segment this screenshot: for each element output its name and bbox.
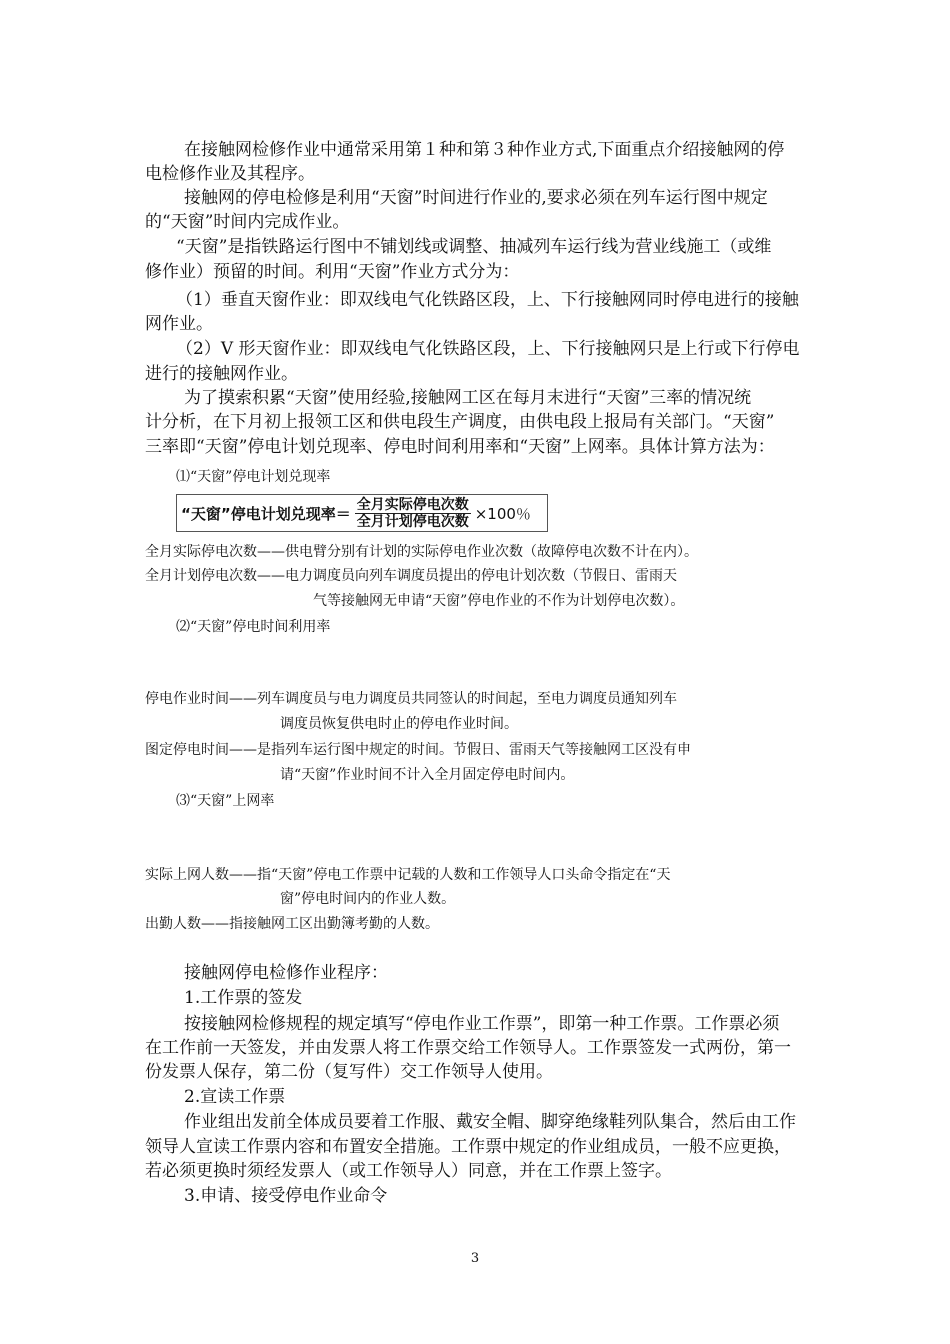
step1-line3: 份发票人保存，第二份（复写件）交工作领导人使用。 xyxy=(145,1062,553,1082)
procedure-title: 接触网停电检修作业程序： xyxy=(184,963,388,983)
para-v-window-line1: （2）V 形天窗作业：即双线电气化铁路区段，上、下行接触网只是上行或下行停电 xyxy=(176,339,800,359)
para-vertical-window-line1: （1）垂直天窗作业：即双线电气化铁路区段，上、下行接触网同时停电进行的接触 xyxy=(176,290,799,310)
para-definition-line1: “天窗”是指铁路运行图中不铺划线或调整、抽减列车运行线为营业线施工（或维 xyxy=(176,237,772,257)
para-v-window-line2: 进行的接触网作业。 xyxy=(145,364,298,384)
step2-line3: 若必须更换时须经发票人（或工作领导人）同意，并在工作票上签字。 xyxy=(145,1161,672,1181)
rate3-def-actual-line2: 窗”停电时间内的作业人数。 xyxy=(280,891,456,907)
step2-line1: 作业组出发前全体成员要着工作服、戴安全帽、脚穿绝缘鞋列队集合，然后由工作 xyxy=(184,1112,796,1132)
rate2-def-work-time-line2: 调度员恢复供电时止的停电作业时间。 xyxy=(280,716,518,732)
formula-fraction xyxy=(355,497,471,530)
rate1-def-planned-line1: 全月计划停电次数——电力调度员向列车调度员提出的停电计划次数（节假日、雷雨天 xyxy=(145,568,677,584)
formula-multiplier: ×100％ xyxy=(474,504,531,523)
para-three-rates-line3: 三率即“天窗”停电计划兑现率、停电时间利用率和“天窗”上网率。具体计算方法为： xyxy=(145,437,775,457)
step1-line2: 在工作前一天签发，并由发票人将工作票交给工作领导人。工作票签发一式两份，第一 xyxy=(145,1038,791,1058)
para-three-rates-line2: 计分析，在下月初上报领工区和供电段生产调度，由供电段上报局有关部门。“天窗” xyxy=(145,412,775,432)
para-definition-line2: 修作业）预留的时间。利用“天窗”作业方式分为： xyxy=(145,262,520,282)
formula-denominator: 全月计划停电次数 xyxy=(356,513,469,530)
rate2-heading: ⑵“天窗”停电时间利用率 xyxy=(176,619,331,635)
step3-title: 3.申请、接受停电作业命令 xyxy=(184,1186,388,1206)
step2-title: 2.宣读工作票 xyxy=(184,1087,286,1107)
para-tianchuang-line2: 的“天窗”时间内完成作业。 xyxy=(145,212,350,232)
rate2-def-work-time-line1: 停电作业时间——列车调度员与电力调度员共同签认的时间起，至电力调度员通知列车 xyxy=(145,691,677,707)
step1-line1: 按接触网检修规程的规定填写“停电作业工作票”，即第一种工作票。工作票必须 xyxy=(184,1014,780,1034)
rate2-def-scheduled-line2: 请“天窗”作业时间不计入全月固定停电时间内。 xyxy=(280,767,575,783)
rate1-def-actual: 全月实际停电次数——供电臂分别有计划的实际停电作业次数（故障停电次数不计在内）。 xyxy=(145,544,698,560)
page-number: 3 xyxy=(470,1251,480,1266)
rate1-heading: ⑴“天窗”停电计划兑现率 xyxy=(176,469,331,485)
para-three-rates-line1: 为了摸索积累“天窗”使用经验,接触网工区在每月末进行“天窗”三率的情况统 xyxy=(184,388,752,408)
formula-lhs: “天窗”停电计划兑现率＝ xyxy=(181,504,351,523)
para-intro-line1: 在接触网检修作业中通常采用第１种和第３种作业方式,下面重点介绍接触网的停 xyxy=(184,140,785,160)
step2-line2: 领导人宣读工作票内容和布置安全措施。工作票中规定的作业组成员，一般不应更换， xyxy=(145,1137,791,1157)
para-intro-line2: 电检修作业及其程序。 xyxy=(145,164,315,184)
formula-numerator: 全月实际停电次数 xyxy=(356,496,469,513)
rate1-formula xyxy=(176,494,548,532)
rate3-heading: ⑶“天窗”上网率 xyxy=(176,793,275,809)
para-vertical-window-line2: 网作业。 xyxy=(145,314,213,334)
para-tianchuang-line1: 接触网的停电检修是利用“天窗”时间进行作业的,要求必须在列车运行图中规定 xyxy=(184,188,768,208)
rate1-def-planned-line2: 气等接触网无申请“天窗”停电作业的不作为计划停电次数）。 xyxy=(313,593,685,609)
rate2-def-scheduled-line1: 图定停电时间——是指列车运行图中规定的时间。节假日、雷雨天气等接触网工区没有申 xyxy=(145,742,691,758)
rate3-def-attendance: 出勤人数——指接触网工区出勤簿考勤的人数。 xyxy=(145,916,439,932)
rate3-def-actual-line1: 实际上网人数——指“天窗”停电工作票中记载的人数和工作领导人口头命令指定在“天 xyxy=(145,867,671,883)
step1-title: 1.工作票的签发 xyxy=(184,988,303,1008)
